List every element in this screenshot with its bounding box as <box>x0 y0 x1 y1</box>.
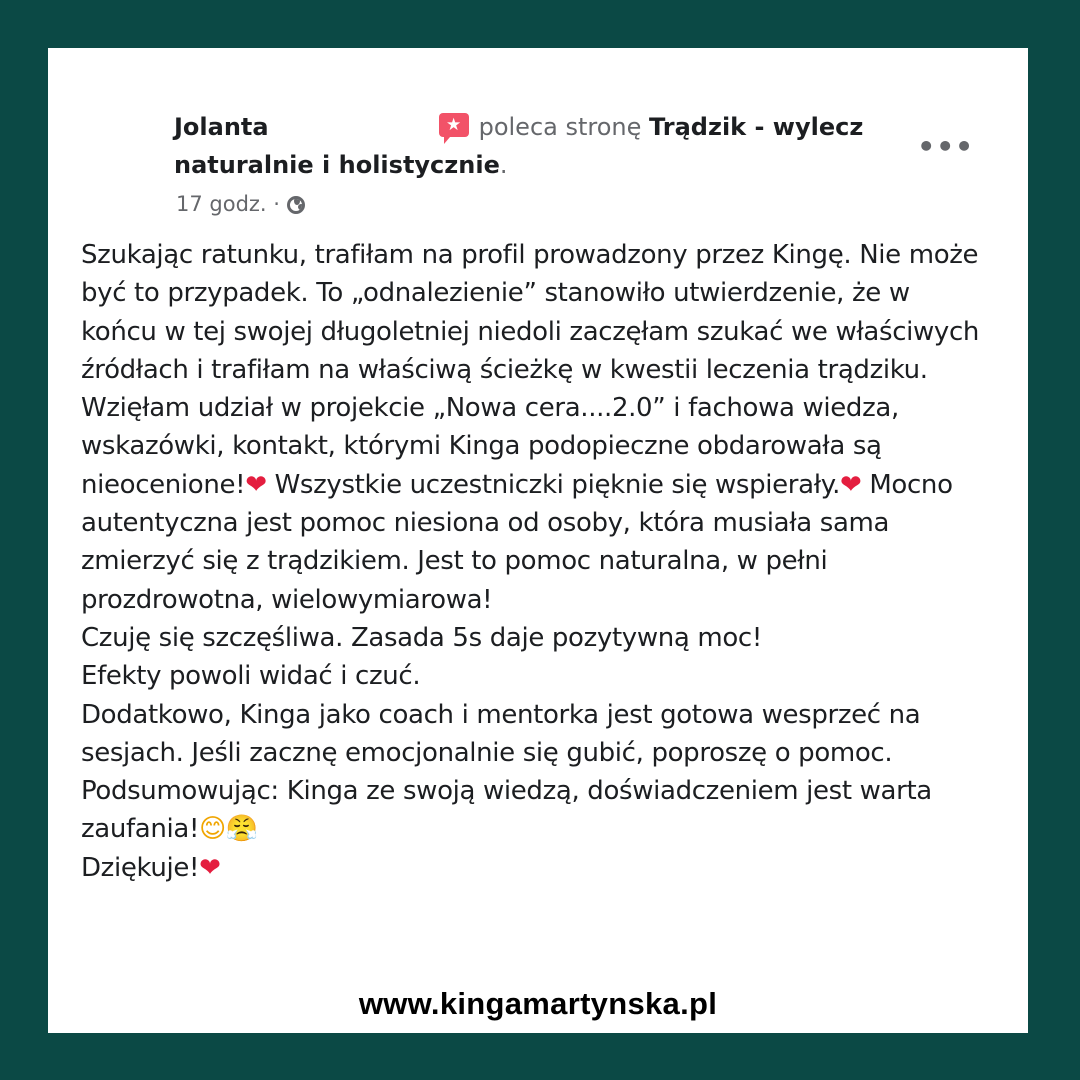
body-text-fragment: Dziękuje! <box>81 852 200 883</box>
post-body <box>81 236 1011 887</box>
meta-separator: · <box>273 192 280 216</box>
body-text-fragment: zaufania! <box>81 814 200 845</box>
more-options-button[interactable]: ••• <box>917 130 974 163</box>
post-time[interactable]: 17 godz. <box>176 192 267 216</box>
body-text-fragment: Wszystkie uczestniczki pięknie się wspierały. <box>266 469 840 500</box>
body-line: Wzięłam udział w projekcie „Nowa cera....2.0” i fachowa wiedza, <box>81 393 899 424</box>
recommend-flag-icon: ★ <box>439 113 469 137</box>
body-line: Podsumowując: Kinga ze swoją wiedzą, doświadczeniem jest warta <box>81 776 932 807</box>
website-url: www.kingamartynska.pl <box>358 986 718 1021</box>
body-line: Dodatkowo, Kinga jako coach i mentorka jest gotowa wesprzeć na <box>81 699 921 730</box>
globe-icon <box>287 196 305 214</box>
body-line <box>81 849 1011 887</box>
post-meta <box>176 190 305 218</box>
heart-icon: ❤ <box>840 469 862 500</box>
body-line: Efekty powoli widać i czuć. <box>81 661 421 692</box>
body-line: być to przypadek. To „odnalezienie” stanowiło utwierdzenie, że w <box>81 278 910 309</box>
page-name-line1[interactable]: Trądzik - wylecz <box>649 113 864 141</box>
body-line: źródłach i trafiłam na właściwą ścieżkę w kwestii leczenia trądziku. <box>81 354 928 385</box>
body-line: Szukając ratunku, trafiłam na profil prowadzony przez Kingę. Nie może <box>81 240 979 270</box>
page-name-suffix: . <box>499 151 508 179</box>
body-line: końcu w tej swojej długoletniej niedoli zaczęłam szukać we właściwych <box>81 316 980 347</box>
author-name[interactable]: Jolanta <box>174 113 269 141</box>
recommend-text: poleca stronę <box>478 113 642 141</box>
body-text-fragment: nieocenione! <box>81 469 246 500</box>
body-line <box>81 466 1011 504</box>
smile-emoji-icon: 😊 <box>199 814 226 845</box>
body-text-fragment: Mocno <box>861 469 953 500</box>
body-line: wskazówki, kontakt, którymi Kinga podopieczne obdarowała są <box>81 431 882 462</box>
body-line: prozdrowotna, wielowymiarowa! <box>81 584 493 615</box>
body-line: sesjach. Jeśli zacznę emocjonalnie się gubić, poproszę o pomoc. <box>81 737 893 768</box>
body-line: Czuję się szczęśliwa. Zasada 5s daje pozytywną moc! <box>81 622 762 653</box>
body-line: autentyczna jest pomoc niesiona od osoby, która musiała sama <box>81 508 890 539</box>
post-header <box>174 108 914 184</box>
heart-icon: ❤ <box>245 469 267 500</box>
body-line: zmierzyć się z trądzikiem. Jest to pomoc naturalna, w pełni <box>81 546 828 577</box>
page-name-line2[interactable]: naturalnie i holistycznie <box>174 151 500 179</box>
body-line <box>81 810 1011 848</box>
post-card <box>48 48 1028 1033</box>
grateful-emoji-icon: 😤 <box>225 814 258 845</box>
heart-icon: ❤ <box>199 852 221 883</box>
